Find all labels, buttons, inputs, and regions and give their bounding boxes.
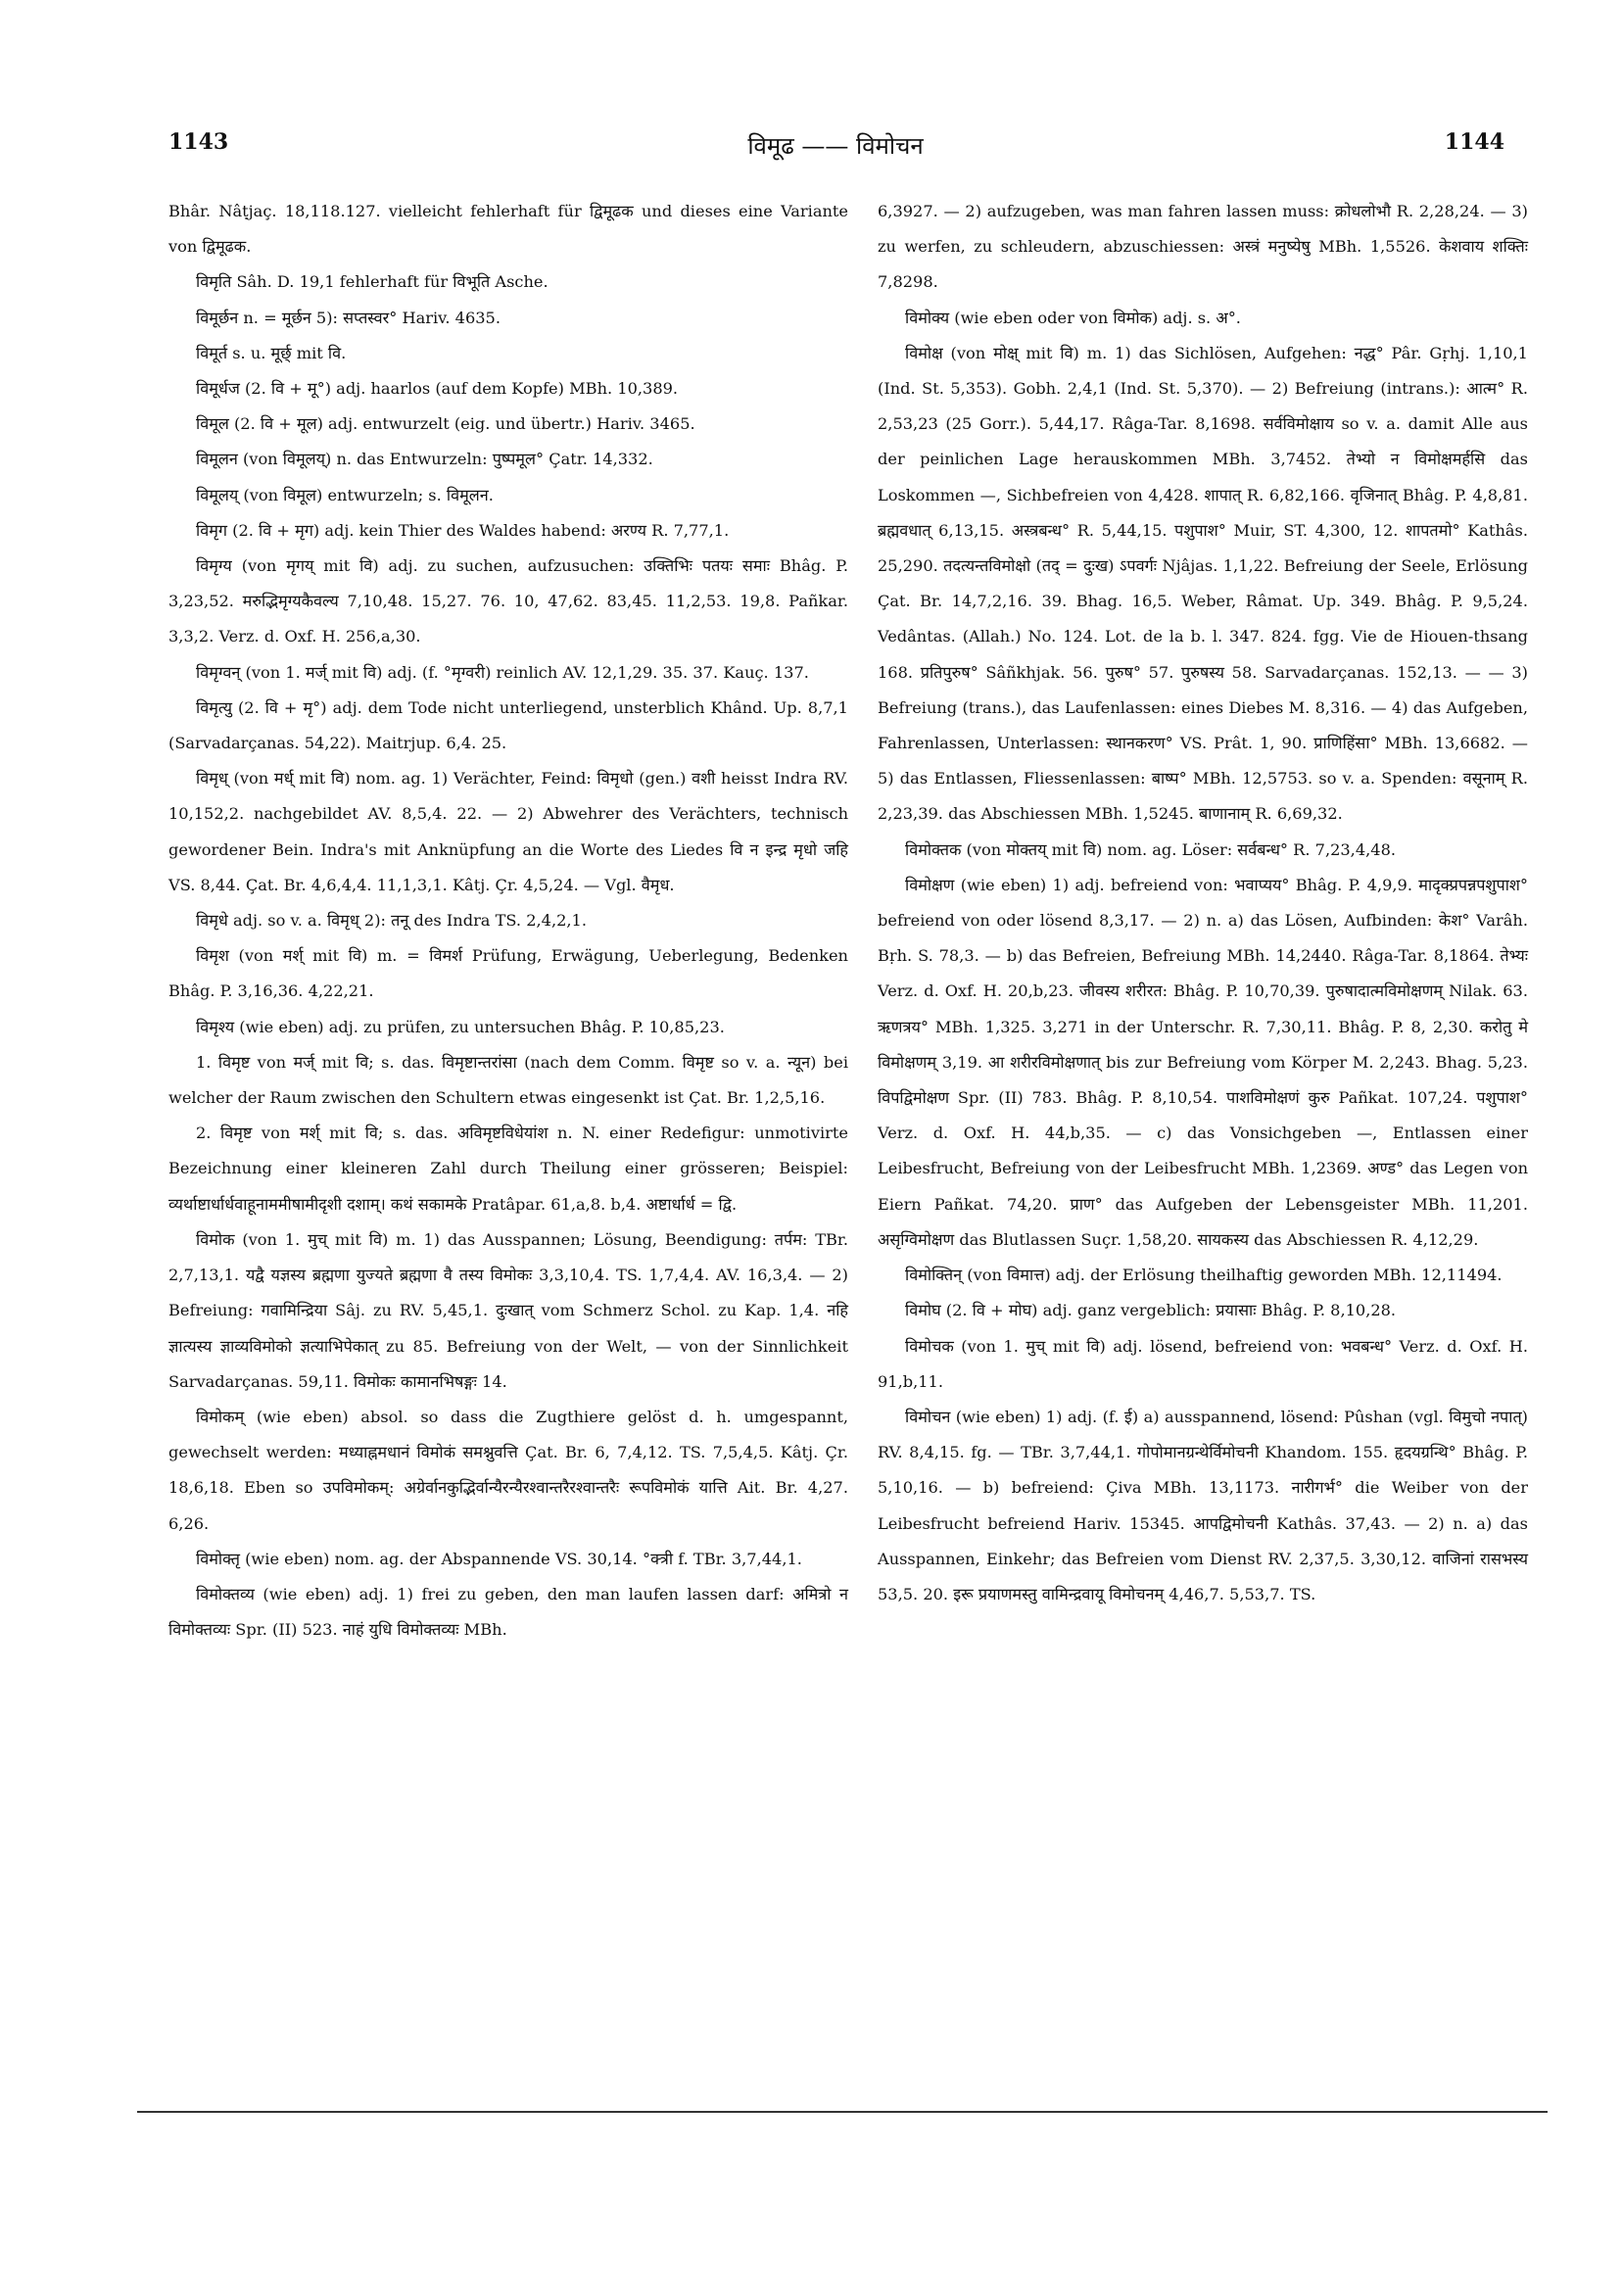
dictionary-entry: विमोक्ष (von मोक्ष् mit वि) m. 1) das Sichlösen, Aufgehen: नद्ध° Pâr. Gṛhj. 1,10,1 (Ind. St. 5,353). Gobh. 2,4,1 (Ind. St. 5,370). — 2) Befreiung (intrans.): आत्म° R. 2,53,23 (25 Gorr.). 5,44,17. Râga-Tar. 8,1698. सर्वविमोक्षाय so v. a. damit Alle aus der peinlichen Lage herauskommen MBh. 3,7452. तेभ्यो न विमोक्षमर्हसि das Loskommen —, Sichbefreien von 4,428. शापात् R. 6,82,166. वृजिनात् Bhâg. P. 4,8,81. ब्रह्मवधात् 6,13,15. अस्त्रबन्ध° R. 5,44,15. पशुपाश° Muir, ST. 4,300, 12. शापतमो° Kathâs. 25,290. तदत्यन्तविमोक्षो (तद् = दुःख) ऽपवर्गः Njâjas. 1,1,22. Befreiung der Seele, Erlösung Çat. Br. 14,7,2,16. 39. Bhag. 16,5. Weber, Râmat. Up. 349. Bhâg. P. 9,5,24. Vedântas. (Allah.) No. 124. Lot. de la b. l. 347. 824. fgg. Vie de Hiouen-thsang 168. प्रतिपुरुष° Sâñkhjak. 56. पुरुष° 57. पुरुषस्य 58. Sarvadarçanas. 152,13. — — 3) Befreiung (trans.), das Laufenlassen: eines Diebes M. 8,316. — 4) das Aufgeben, Fahrenlassen, Unterlassen: स्थानकरण° VS. Prât. 1, 90. प्राणिहिंसा° MBh. 13,6682. — 5) das Entlassen, Fliessenlassen: बाष्प° MBh. 12,5753. so v. a. Spenden: वसूनाम् R. 2,23,39. das Abschiessen MBh. 1,5245. बाणानाम् R. 6,69,32. [878, 343, 1528, 824]
dictionary-entry: विमोक्तक (von मोक्तय् mit वि) nom. ag. Löser: सर्वबन्ध° R. 7,23,4,48. [905, 839, 1397, 859]
left-column [168, 194, 848, 1648]
dictionary-entry: विमूर्त s. u. मूर्छ् mit वि. [196, 343, 347, 362]
dictionary-entry: विमृश (von मर्श् mit वि) m. = विमर्श Prüfung, Erwägung, Ueberlegung, Bedenken Bhâg. P. 3,16,36. 4,22,21. [168, 946, 848, 1001]
dictionary-entry: विमोक्तृ (wie eben) nom. ag. der Abspannende VS. 30,14. °क्त्री f. TBr. 3,7,44,1. [196, 1549, 802, 1568]
dictionary-entry: विमोचन (wie eben) 1) adj. (f. ई) a) ausspannend, lösend: Pûshan (vgl. विमुचो नपात्) RV. 8,4,15. fg. — TBr. 3,7,44,1. गोपोमानग्रन्थेर्विमोचनी Khandom. 155. हृदयग्रन्थि° Bhâg. P. 5,10,16. — b) befreiend: Çiva MBh. 13,1173. नारीगर्भ° die Weiber von der Leibesfrucht befreiend Hariv. 15345. आपद्विमोचनी Kathâs. 37,43. — 2) n. a) das Ausspannen, Einkehr; das Befreien vom Dienst RV. 2,37,5. 3,30,12. वाजिनां रासभस्य 53,5. 20. इरू प्रयाणमस्तु वामिन्द्रवायू विमोचनम् 4,46,7. 5,53,7. TS. [878, 1407, 1528, 1603]
dictionary-entry: विमृश्य (wie eben) adj. zu prüfen, zu untersuchen Bhâg. P. 10,85,23. [196, 1017, 725, 1036]
dictionary-entry: विमोकम् (wie eben) absol. so dass die Zugthiere gelöst d. h. umgespannt, gewechselt werden: मध्याह्नमधानं विमोकं समश्नुवत्ति Çat. Br. 6, 7,4,12. TS. 7,5,4,5. Kâtj. Çr. 18,6,18. Eben so उपविमोकम्: अग्रेर्वानकुद्भिर्वान्यैरन्यैरश्वान्तरैरश्वान्तरैः रूपविमोकं यात्ति Ait. Br. 4,27. 6,26. [168, 1407, 848, 1533]
dictionary-entry: विमृति Sâh. D. 19,1 fehlerhaft für विभूति Asche. [196, 272, 549, 292]
left-page-number: 1143 [168, 129, 229, 155]
page-header [167, 129, 1504, 168]
dictionary-entry: विमूल (2. वि + मूल) adj. entwurzelt (eig. und übertr.) Hariv. 3465. [196, 414, 695, 434]
dictionary-entry: विमूलन (von विमूलय्) n. das Entwurzeln: पुष्पमूल° Çatr. 14,332. [196, 450, 653, 469]
dictionary-entry: विमूर्धज (2. वि + मू°) adj. haarlos (auf dem Kopfe) MBh. 10,389. [196, 379, 679, 399]
dictionary-entry: विमृग्य (von मृगय् mit वि) adj. zu suchen, aufzusuchen: उक्तिभिः पतयः समाः Bhâg. P. 3,23,52. मरुद्भिमृग्यकैवल्य 7,10,48. 15,27. 76. 10, 47,62. 83,45. 11,2,53. 19,8. Pañkar. 3,3,2. Verz. d. Oxf. H. 256,a,30. [168, 556, 848, 646]
dictionary-entry: विमोक्षण (wie eben) 1) adj. befreiend von: भवाप्यय° Bhâg. P. 4,9,9. मादृक्प्रपन्नपशुपाश° befreiend von oder lösend 8,3,17. — 2) n. a) das Lösen, Aufbinden: केश° Varâh. Bṛh. S. 78,3. — b) das Befreien, Befreiung MBh. 14,2440. Râga-Tar. 8,1864. तेभ्यः Verz. d. Oxf. H. 20,b,23. जीवस्य शरीरत: Bhâg. P. 10,70,39. पुरुषादात्मविमोक्षणम् Nilak. 63. ऋणत्रय° MBh. 1,325. 3,271 in der Unterschr. R. 7,30,11. Bhâg. P. 8, 2,30. करोतु मे विमोक्षणम् 3,19. आ शरीरविमोक्षणात् bis zur Befreiung vom Körper M. 2,243. Bhag. 5,23. विपद्विमोक्षण Spr. (II) 783. Bhâg. P. 8,10,54. पाशविमोक्षणं कुरु Pañkat. 107,24. पशुपाश° Verz. d. Oxf. H. 44,b,35. — c) das Vonsichgeben —, Entlassen einer Leibesfrucht, Befreiung von der Leibesfrucht MBh. 1,2369. अण्ड° das Legen von Eiern Pañkat. 74,20. प्राण° das Aufgeben der Lebensgeister MBh. 11,201. असृग्विमोक्षण das Blutlassen Suçr. 1,58,20. सायकस्य das Abschiessen R. 4,12,29. [878, 875, 1528, 1249]
dictionary-entry: 6,3927. — 2) aufzugeben, was man fahren lassen muss: क्रोधलोभौ R. 2,28,24. — 3) zu werfen, zu schleudern, abzuschiessen: अस्त्रं मनुष्येषु MBh. 1,5526. केशवाय शक्तिः 7,8298. [878, 202, 1528, 292]
right-page-number: 1144 [1444, 129, 1504, 155]
dictionary-entry: विमृधे adj. so v. a. विमृध् 2): तनू des Indra TS. 2,4,2,1. [196, 911, 587, 931]
dictionary-entry: विमोक्य (wie eben oder von विमोक) adj. s. अ°. [905, 308, 1241, 327]
right-column [878, 194, 1528, 1612]
dictionary-entry: विमृत्यु (2. वि + मृ°) adj. dem Tode nicht unterliegend, unsterblich Khând. Up. 8,7,1 (Sarvadarçanas. 54,22). Maitrjup. 6,4. 25. [168, 697, 848, 753]
dictionary-entry: विमोक (von 1. मुच् mit वि) m. 1) das Ausspannen; Lösung, Beendigung: तर्पम: TBr. 2,7,13,1. यद्वै यज्ञस्य ब्रह्मणा युज्यते ब्रह्मणा वै तस्य विमोकः 3,3,10,4. TS. 1,7,4,4. AV. 16,3,4. — 2) Befreiung: गवामिन्द्रिया Sâj. zu RV. 5,45,1. दुःखात् vom Schmerz Schol. zu Kap. 1,4. नहि ज्ञात्यस्य ज्ञाव्यविमोको ज्ञत्याभिपेकात् zu 85. Befreiung von der Welt, — von der Sinnlichkeit Sarvadarçanas. 59,11. विमोकः कामानभिषङ्गः 14. [168, 1229, 848, 1391]
dictionary-entry: 1. विमृष्ट von मर्ज् mit वि; s. das. विमृष्टान्तरांसा (nach dem Comm. विमृष्ट so v. a. न्यून) bei welcher der Raum zwischen den Schultern etwas eingesenkt ist Çat. Br. 1,2,5,16. [168, 1052, 848, 1108]
dictionary-entry: विमृग (2. वि + मृग) adj. kein Thier des Waldes habend: अरण्य R. 7,77,1. [196, 520, 730, 540]
dictionary-entry: विमोचक (von 1. मुच् mit वि) adj. lösend, befreiend von: भवबन्ध° Verz. d. Oxf. H. 91,b,11. [878, 1336, 1528, 1391]
running-title: विमूढ —— विमोचन [747, 132, 924, 160]
dictionary-entry: विमृग्वन् (von 1. मर्ज् mit वि) adj. (f. °मृग्वरी) reinlich AV. 12,1,29. 35. 37. Kauç. 137. [196, 662, 809, 682]
dictionary-entry: विमूलय् (von विमूल) entwurzeln; s. विमूलन. [196, 485, 494, 504]
footer-rule [137, 2111, 1548, 2113]
dictionary-entry: 2. विमृष्ट von मर्श् mit वि; s. das. अविमृष्टविधेयांश n. N. einer Redefigur: unmotivirte Bezeichnung einer kleineren Zahl durch Theilung einer grösseren; Beispiel: व्यर्थाष्टार्धार्धवाहूनाममीषामीदृशी दशाम्। कथं सकामके Pratâpar. 61,a,8. b,4. अष्टार्धार्ध = द्वि. [168, 1124, 848, 1214]
dictionary-entry: विमोक्तव्य (wie eben) adj. 1) frei zu geben, den man laufen lassen darf: अमित्रो न विमोक्तव्यः Spr. (II) 523. नाहं युधि विमोक्तव्यः MBh. [168, 1584, 848, 1640]
dictionary-entry: विमूर्छन n. = मूर्छन 5): सप्तस्वर° Hariv. 4635. [196, 308, 501, 327]
dictionary-entry: विमृध् (von मर्ध् mit वि) nom. ag. 1) Verächter, Feind: विमृधो (gen.) वशी heisst Indra RV. 10,152,2. nachgebildet AV. 8,5,4. 22. — 2) Abwehrer des Verächters, technisch gewordener Bein. Indra's mit Anknüpfung an die Worte des Liedes वि न इन्द्र मृधो जहि VS. 8,44. Çat. Br. 4,6,4,4. 11,1,3,1. Kâtj. Çr. 4,5,24. — Vgl. वैमृध. [168, 769, 848, 894]
dictionary-entry: विमोक्तिन् (von विमात्त) adj. der Erlösung theilhaftig geworden MBh. 12,11494. [905, 1266, 1503, 1285]
dictionary-entry: Bhâr. Nâṭjaç. 18,118.127. vielleicht fehlerhaft für द्विमूढक und dieses eine Variante von द्विमूढक. [168, 202, 848, 257]
dictionary-entry: विमोघ (2. वि + मोघ) adj. ganz vergeblich: प्रयासाः Bhâg. P. 8,10,28. [905, 1301, 1397, 1320]
